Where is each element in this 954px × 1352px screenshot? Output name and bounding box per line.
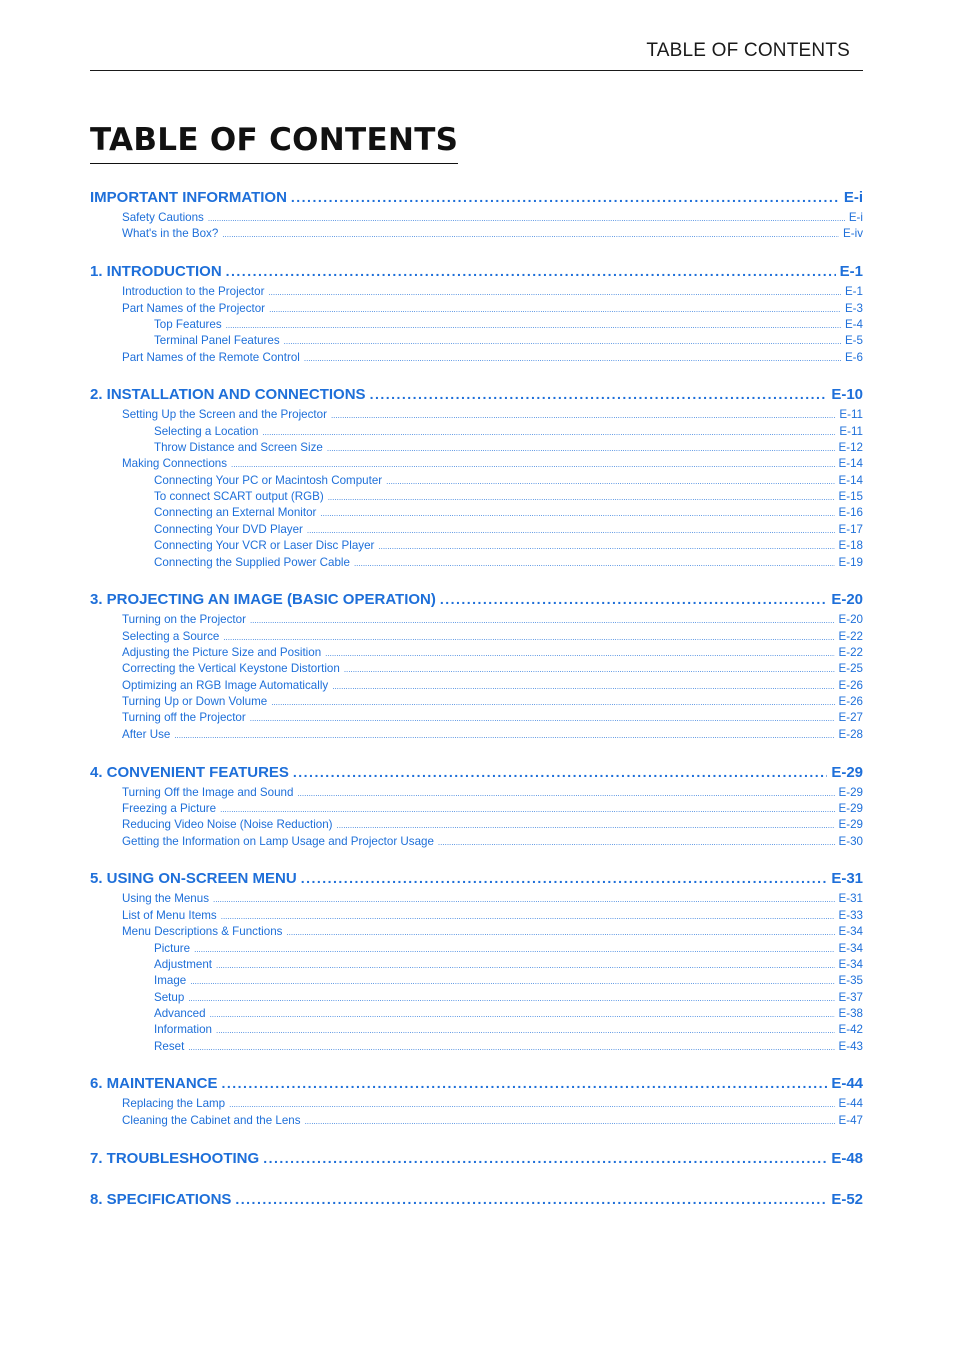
dot-leader bbox=[370, 386, 828, 403]
table-of-contents bbox=[90, 189, 863, 1213]
dot-leader bbox=[354, 556, 835, 569]
toc-entry-title: Connecting Your PC or Macintosh Computer bbox=[154, 473, 383, 487]
toc-entry-page: E-44 bbox=[831, 1075, 863, 1093]
dot-leader bbox=[221, 909, 835, 922]
toc-entry-title: Connecting Your VCR or Laser Disc Player bbox=[154, 539, 375, 553]
toc-section-heading[interactable] bbox=[90, 1075, 863, 1097]
toc-entry-page: E-12 bbox=[838, 441, 863, 455]
section-gap bbox=[90, 367, 863, 387]
toc-entry-title: Safety Cautions bbox=[122, 211, 204, 224]
toc-entry[interactable] bbox=[90, 1097, 863, 1113]
toc-entry[interactable] bbox=[90, 441, 863, 457]
toc-entry-title: List of Menu Items bbox=[122, 908, 217, 922]
toc-section-heading[interactable] bbox=[90, 1150, 863, 1172]
toc-entry-title: 1. INTRODUCTION bbox=[90, 263, 222, 281]
dot-leader bbox=[284, 334, 841, 347]
dot-leader bbox=[344, 662, 835, 675]
toc-entry-page: E-48 bbox=[831, 1149, 863, 1167]
dot-leader bbox=[331, 408, 835, 421]
toc-entry-page: E-52 bbox=[831, 1191, 863, 1209]
toc-entry-page: E-29 bbox=[838, 785, 863, 799]
toc-entry-title: 8. SPECIFICATIONS bbox=[90, 1191, 232, 1209]
toc-entry-page: E-4 bbox=[844, 317, 863, 331]
toc-entry[interactable] bbox=[90, 318, 863, 334]
toc-entry-page: E-43 bbox=[838, 1039, 863, 1053]
toc-section-heading[interactable] bbox=[90, 386, 863, 408]
dot-leader bbox=[320, 506, 834, 519]
dot-leader bbox=[325, 646, 834, 659]
toc-entry-title: Turning on the Projector bbox=[122, 613, 246, 627]
dot-leader bbox=[222, 1075, 828, 1092]
dot-leader bbox=[190, 974, 834, 987]
toc-entry[interactable] bbox=[90, 695, 863, 711]
toc-entry-page: E-33 bbox=[838, 908, 863, 922]
toc-entry-title: Part Names of the Projector bbox=[122, 301, 266, 315]
dot-leader bbox=[271, 695, 834, 708]
toc-entry-page: E-42 bbox=[838, 1023, 863, 1037]
toc-entry-page: E-34 bbox=[838, 941, 863, 955]
toc-entry[interactable] bbox=[90, 835, 863, 851]
dot-leader bbox=[263, 1150, 827, 1167]
toc-section-heading[interactable] bbox=[90, 263, 863, 285]
dot-leader bbox=[307, 523, 835, 536]
toc-entry[interactable] bbox=[90, 285, 863, 301]
toc-entry-title: Terminal Panel Features bbox=[154, 334, 280, 348]
toc-entry[interactable] bbox=[90, 974, 863, 990]
toc-entry-title: Setup bbox=[154, 990, 185, 1004]
section-gap bbox=[90, 1056, 863, 1076]
toc-entry-page: E-37 bbox=[838, 990, 863, 1004]
section-gap bbox=[90, 744, 863, 764]
toc-entry-page: E-20 bbox=[831, 591, 863, 609]
toc-entry-page: E-15 bbox=[838, 490, 863, 504]
dot-leader bbox=[297, 786, 834, 799]
toc-entry-page: E-iv bbox=[843, 227, 863, 241]
section-gap bbox=[90, 1130, 863, 1150]
toc-entry[interactable] bbox=[90, 1007, 863, 1023]
toc-entry[interactable] bbox=[90, 662, 863, 678]
toc-entry[interactable] bbox=[90, 728, 863, 744]
toc-section bbox=[90, 386, 863, 571]
dot-leader bbox=[216, 1023, 835, 1036]
toc-entry-page: E-30 bbox=[838, 834, 863, 848]
toc-section bbox=[90, 591, 863, 744]
toc-entry-title: Adjusting the Picture Size and Position bbox=[122, 646, 322, 660]
toc-entry-title: 4. CONVENIENT FEATURES bbox=[90, 763, 289, 781]
running-header: TABLE OF CONTENTS bbox=[646, 40, 850, 61]
toc-entry[interactable] bbox=[90, 786, 863, 802]
toc-entry-title: Setting Up the Screen and the Projector bbox=[122, 408, 327, 422]
toc-entry-title: Top Features bbox=[154, 317, 222, 331]
toc-section-heading[interactable] bbox=[90, 1191, 863, 1213]
toc-entry-title: Turning Up or Down Volume bbox=[122, 695, 268, 709]
toc-entry-title: IMPORTANT INFORMATION bbox=[90, 189, 287, 206]
dot-leader bbox=[235, 1191, 827, 1208]
toc-entry-title: Getting the Information on Lamp Usage and Projector Usage bbox=[122, 834, 434, 848]
dot-leader bbox=[188, 991, 834, 1004]
toc-entry-title: Picture bbox=[154, 941, 191, 955]
toc-entry-title: Selecting a Source bbox=[122, 629, 220, 643]
dot-leader bbox=[386, 474, 834, 487]
toc-entry-page: E-14 bbox=[838, 473, 863, 487]
toc-entry-page: E-5 bbox=[844, 334, 863, 348]
dot-leader bbox=[210, 1007, 835, 1020]
toc-entry-page: E-3 bbox=[844, 301, 863, 315]
dot-leader bbox=[438, 835, 835, 848]
dot-leader bbox=[222, 227, 839, 240]
toc-entry-title: Throw Distance and Screen Size bbox=[154, 441, 323, 455]
section-gap bbox=[90, 244, 863, 264]
toc-entry[interactable] bbox=[90, 679, 863, 695]
toc-entry-page: E-25 bbox=[838, 662, 863, 676]
toc-entry-page: E-18 bbox=[838, 539, 863, 553]
toc-entry-page: E-i bbox=[843, 189, 863, 206]
toc-entry-page: E-47 bbox=[838, 1113, 863, 1127]
toc-section-heading[interactable] bbox=[90, 764, 863, 786]
toc-entry-page: E-22 bbox=[838, 646, 863, 660]
dot-leader bbox=[304, 351, 841, 364]
toc-entry[interactable] bbox=[90, 1023, 863, 1039]
toc-entry[interactable] bbox=[90, 490, 863, 506]
toc-entry[interactable] bbox=[90, 646, 863, 662]
toc-entry[interactable] bbox=[90, 613, 863, 629]
toc-entry-title: Turning off the Projector bbox=[122, 711, 246, 725]
toc-entry[interactable] bbox=[90, 925, 863, 941]
dot-leader bbox=[332, 679, 834, 692]
toc-entry[interactable] bbox=[90, 630, 863, 646]
toc-entry-title: Reset bbox=[154, 1039, 185, 1053]
dot-leader bbox=[301, 870, 828, 887]
toc-entry-title: Connecting an External Monitor bbox=[154, 506, 317, 520]
toc-section bbox=[90, 189, 863, 244]
toc-entry[interactable] bbox=[90, 457, 863, 473]
toc-entry[interactable] bbox=[90, 506, 863, 522]
dot-leader bbox=[262, 425, 835, 438]
toc-entry[interactable] bbox=[90, 942, 863, 958]
dot-leader bbox=[250, 613, 835, 626]
toc-entry-page: E-10 bbox=[831, 386, 863, 404]
toc-entry[interactable] bbox=[90, 909, 863, 925]
toc-entry[interactable] bbox=[90, 408, 863, 424]
toc-entry[interactable] bbox=[90, 523, 863, 539]
dot-leader bbox=[291, 189, 840, 206]
toc-entry-page: E-22 bbox=[838, 629, 863, 643]
toc-entry-title: What's in the Box? bbox=[122, 227, 219, 241]
toc-entry-page: E-26 bbox=[838, 678, 863, 692]
page-title: TABLE OF CONTENTS bbox=[90, 122, 458, 164]
section-gap bbox=[90, 851, 863, 871]
toc-entry[interactable] bbox=[90, 1040, 863, 1056]
toc-entry-page: E-16 bbox=[838, 506, 863, 520]
toc-entry-title: Making Connections bbox=[122, 457, 228, 471]
toc-entry-title: Connecting the Supplied Power Cable bbox=[154, 555, 350, 569]
toc-entry-title: Information bbox=[154, 1023, 212, 1037]
toc-entry-title: Connecting Your DVD Player bbox=[154, 522, 303, 536]
dot-leader bbox=[188, 1040, 834, 1053]
toc-section-heading[interactable] bbox=[90, 189, 863, 211]
toc-section bbox=[90, 764, 863, 851]
toc-entry-title: Menu Descriptions & Functions bbox=[122, 925, 283, 939]
toc-entry[interactable] bbox=[90, 474, 863, 490]
toc-entry-page: E-31 bbox=[831, 870, 863, 888]
toc-entry[interactable] bbox=[90, 334, 863, 350]
toc-entry-page: E-34 bbox=[838, 925, 863, 939]
dot-leader bbox=[226, 318, 841, 331]
toc-entry-page: E-38 bbox=[838, 1006, 863, 1020]
dot-leader bbox=[337, 818, 835, 831]
dot-leader bbox=[229, 1097, 834, 1110]
header-rule bbox=[90, 70, 863, 71]
toc-entry-page: E-1 bbox=[844, 285, 863, 299]
dot-leader bbox=[174, 728, 834, 741]
toc-section bbox=[90, 870, 863, 1055]
toc-entry-title: Selecting a Location bbox=[154, 424, 259, 438]
toc-entry-title: Adjustment bbox=[154, 957, 212, 971]
dot-leader bbox=[327, 441, 835, 454]
toc-entry[interactable] bbox=[90, 556, 863, 572]
dot-leader bbox=[194, 942, 834, 955]
toc-entry-title: Correcting the Vertical Keystone Distortion bbox=[122, 662, 340, 676]
toc-entry-page: E-29 bbox=[831, 763, 863, 781]
toc-entry-title: Image bbox=[154, 974, 187, 988]
toc-entry-title: 3. PROJECTING AN IMAGE (BASIC OPERATION) bbox=[90, 591, 436, 609]
toc-entry-title: Replacing the Lamp bbox=[122, 1097, 226, 1111]
dot-leader bbox=[286, 925, 834, 938]
toc-entry[interactable] bbox=[90, 818, 863, 834]
toc-entry[interactable] bbox=[90, 991, 863, 1007]
dot-leader bbox=[269, 302, 841, 315]
toc-entry[interactable] bbox=[90, 802, 863, 818]
toc-entry-page: E-28 bbox=[838, 727, 863, 741]
dot-leader bbox=[293, 764, 827, 781]
toc-section bbox=[90, 1150, 863, 1172]
toc-entry-title: 6. MAINTENANCE bbox=[90, 1075, 218, 1093]
toc-entry-title: Turning Off the Image and Sound bbox=[122, 785, 294, 799]
toc-entry-page: E-11 bbox=[839, 424, 863, 438]
toc-entry[interactable] bbox=[90, 302, 863, 318]
toc-section bbox=[90, 263, 863, 367]
toc-entry-title: Cleaning the Cabinet and the Lens bbox=[122, 1113, 301, 1127]
toc-section bbox=[90, 1191, 863, 1213]
toc-entry-page: E-26 bbox=[838, 695, 863, 709]
toc-entry[interactable] bbox=[90, 958, 863, 974]
toc-entry[interactable] bbox=[90, 711, 863, 727]
toc-entry-title: 7. TROUBLESHOOTING bbox=[90, 1149, 260, 1167]
dot-leader bbox=[213, 892, 835, 905]
toc-entry-page: E-35 bbox=[838, 974, 863, 988]
toc-entry-page: E-34 bbox=[838, 957, 863, 971]
dot-leader bbox=[223, 630, 834, 643]
toc-entry[interactable] bbox=[90, 1114, 863, 1130]
dot-leader bbox=[220, 802, 834, 815]
toc-entry[interactable] bbox=[90, 227, 863, 243]
dot-leader bbox=[378, 539, 834, 552]
toc-entry-page: E-6 bbox=[844, 350, 863, 364]
toc-entry-page: E-1 bbox=[839, 263, 863, 281]
toc-entry[interactable] bbox=[90, 892, 863, 908]
toc-entry-page: E-44 bbox=[838, 1097, 863, 1111]
toc-entry-page: E-19 bbox=[838, 555, 863, 569]
toc-entry-page: E-27 bbox=[838, 711, 863, 725]
toc-entry-title: After Use bbox=[122, 727, 171, 741]
section-gap bbox=[90, 1172, 863, 1192]
toc-section-heading[interactable] bbox=[90, 870, 863, 892]
dot-leader bbox=[268, 285, 841, 298]
toc-section-heading[interactable] bbox=[90, 591, 863, 613]
dot-leader bbox=[226, 263, 836, 280]
toc-entry-page: E-31 bbox=[838, 892, 863, 906]
toc-entry-page: E-11 bbox=[839, 408, 863, 422]
toc-entry[interactable] bbox=[90, 425, 863, 441]
toc-entry-title: 2. INSTALLATION AND CONNECTIONS bbox=[90, 386, 366, 404]
toc-entry[interactable] bbox=[90, 539, 863, 555]
toc-entry[interactable] bbox=[90, 211, 863, 227]
dot-leader bbox=[328, 490, 835, 503]
toc-entry-title: Reducing Video Noise (Noise Reduction) bbox=[122, 818, 333, 832]
toc-entry-page: E-14 bbox=[838, 457, 863, 471]
toc-entry[interactable] bbox=[90, 351, 863, 367]
section-gap bbox=[90, 572, 863, 592]
toc-section bbox=[90, 1075, 863, 1130]
dot-leader bbox=[216, 958, 835, 971]
toc-entry-title: 5. USING ON-SCREEN MENU bbox=[90, 870, 297, 888]
toc-entry-title: Using the Menus bbox=[122, 892, 209, 906]
toc-entry-page: E-17 bbox=[838, 522, 863, 536]
toc-entry-title: To connect SCART output (RGB) bbox=[154, 490, 324, 504]
toc-entry-page: E-29 bbox=[838, 818, 863, 832]
toc-entry-title: Freezing a Picture bbox=[122, 801, 217, 815]
dot-leader bbox=[231, 457, 834, 470]
toc-entry-title: Part Names of the Remote Control bbox=[122, 350, 300, 364]
dot-leader bbox=[440, 591, 827, 608]
toc-entry-page: E-20 bbox=[838, 613, 863, 627]
dot-leader bbox=[250, 711, 835, 724]
dot-leader bbox=[208, 211, 845, 224]
toc-entry-page: E-29 bbox=[838, 801, 863, 815]
toc-entry-page: E-i bbox=[848, 211, 863, 224]
toc-entry-title: Advanced bbox=[154, 1006, 206, 1020]
toc-entry-title: Optimizing an RGB Image Automatically bbox=[122, 678, 329, 692]
toc-entry-title: Introduction to the Projector bbox=[122, 285, 265, 299]
dot-leader bbox=[305, 1114, 835, 1127]
